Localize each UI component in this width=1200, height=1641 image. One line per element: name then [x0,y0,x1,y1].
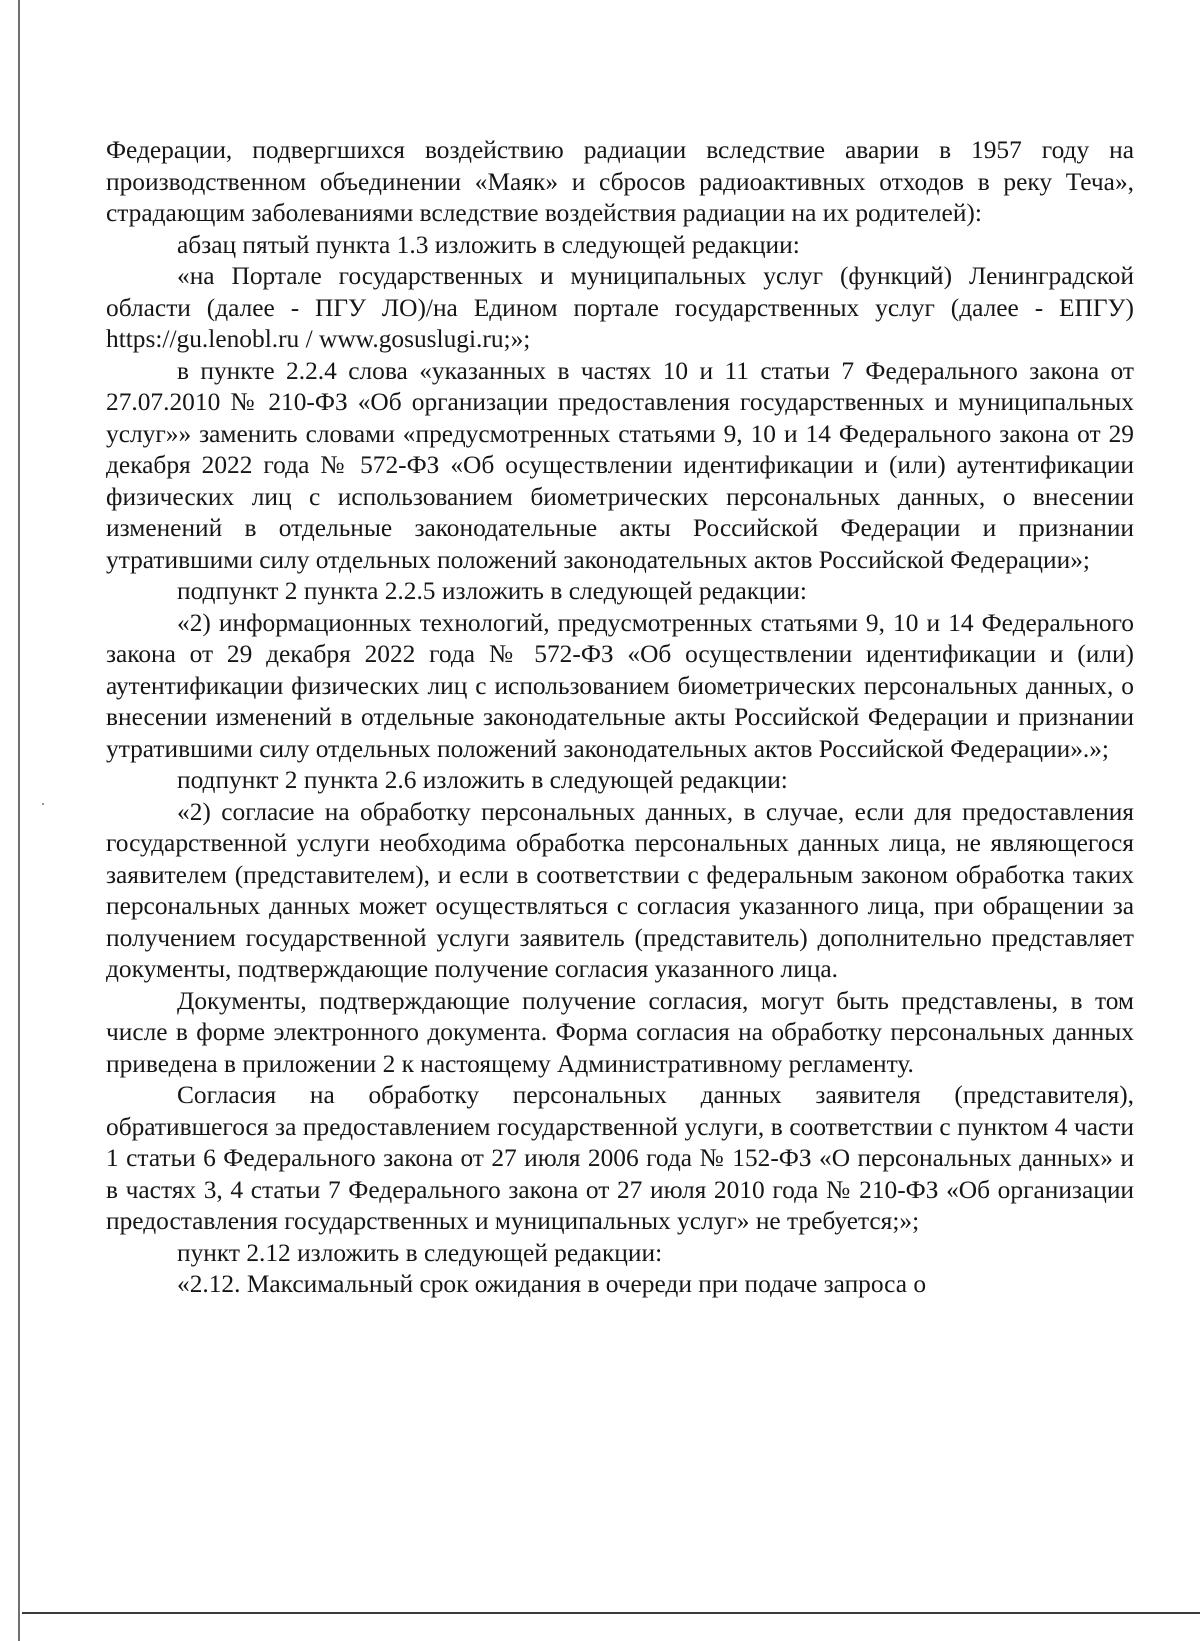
paragraph: Федерации, подвергшихся воздействию радиации вследствие аварии в 1957 году на производственном объединении «Маяк» и сбросов радиоактивных отходов в реку Теча», страдающим заболеваниями вследствие воздействия радиации на их родителей): [106,136,1134,227]
paragraph: Документы, подтверждающие получение согласия, могут быть представлены, в том числе в форме электронного документа. Форма согласия на обработку персональных данных приведена в приложении 2 к настоящему Административному регламенту. [106,986,1134,1078]
scan-left-edge [18,0,20,1641]
scan-bottom-edge [22,1612,1200,1614]
paragraph: абзац пятый пункта 1.3 изложить в следующей редакции: [177,230,800,259]
paragraph: подпункт 2 пункта 2.2.5 изложить в следующей редакции: [177,577,807,605]
paragraph: в пункте 2.2.4 слова «указанных в частях 10 и 11 статьи 7 Федерального закона от 27.07.2010 № 210-ФЗ «Об организации предоставления государственных и муниципальных услуг»» заменить словами «предусмотренных статьями 9, 10 и 14 Федерального закона от 29 декабря 2022 года № 572-ФЗ «Об осуществлении идентификации и (или) аутентификации физических лиц с использованием биометрических персональных данных, о внесении изменений в отдельные законодательные акты Российской Федерации и признании утратившими силу отдельных положений законодательных актов Российской Федерации»; [106,356,1134,574]
scan-speck [42,803,44,805]
paragraph: Согласия на обработку персональных данных заявителя (представителя), обратившегося за предоставлением государственной услуги, в соответствии с пунктом 4 части 1 статьи 6 Федерального закона от 27 июля 2006 года № 152-ФЗ «О персональных данных» и в частях 3, 4 статьи 7 Федерального закона от 27 июля 2010 года № 210-ФЗ «Об организации предоставления государственных и муниципальных услуг» не требуется;»; [106,1081,1134,1235]
paragraph: пункт 2.12 изложить в следующей редакции: [177,1238,663,1267]
document-body [106,135,1134,1301]
paragraph: «2.12. Максимальный срок ожидания в очереди при подаче запроса о [177,1270,927,1298]
paragraph: «2) информационных технологий, предусмотренных статьями 9, 10 и 14 Федерального закона от 29 декабря 2022 года № 572-ФЗ «Об осуществлении идентификации и (или) аутентификации физических лиц с использованием биометрических персональных данных, о внесении изменений в отдельные законодательные акты Российской Федерации и признании утратившими силу отдельных положений законодательных актов Российской Федерации».»; [106,608,1134,763]
paragraph: «2) согласие на обработку персональных данных, в случае, если для предоставления государственной услуги необходима обработка персональных данных лица, не являющегося заявителем (представителем), и если в соответствии с федеральным законом обработка таких персональных данных может осуществляться с согласия указанного лица, при обращении за получением государственной услуги заявитель (представитель) дополнительно представляет документы, подтверждающие получение согласия указанного лица. [106,797,1134,983]
paragraph: «на Портале государственных и муниципальных услуг (функций) Ленинградской области (далее - ПГУ ЛО)/на Едином портале государственных услуг (далее - ЕПГУ) https://gu.lenobl.ru / www.gosuslugi.ru;»; [106,262,1134,353]
paragraph: подпункт 2 пункта 2.6 изложить в следующей редакции: [177,766,788,794]
